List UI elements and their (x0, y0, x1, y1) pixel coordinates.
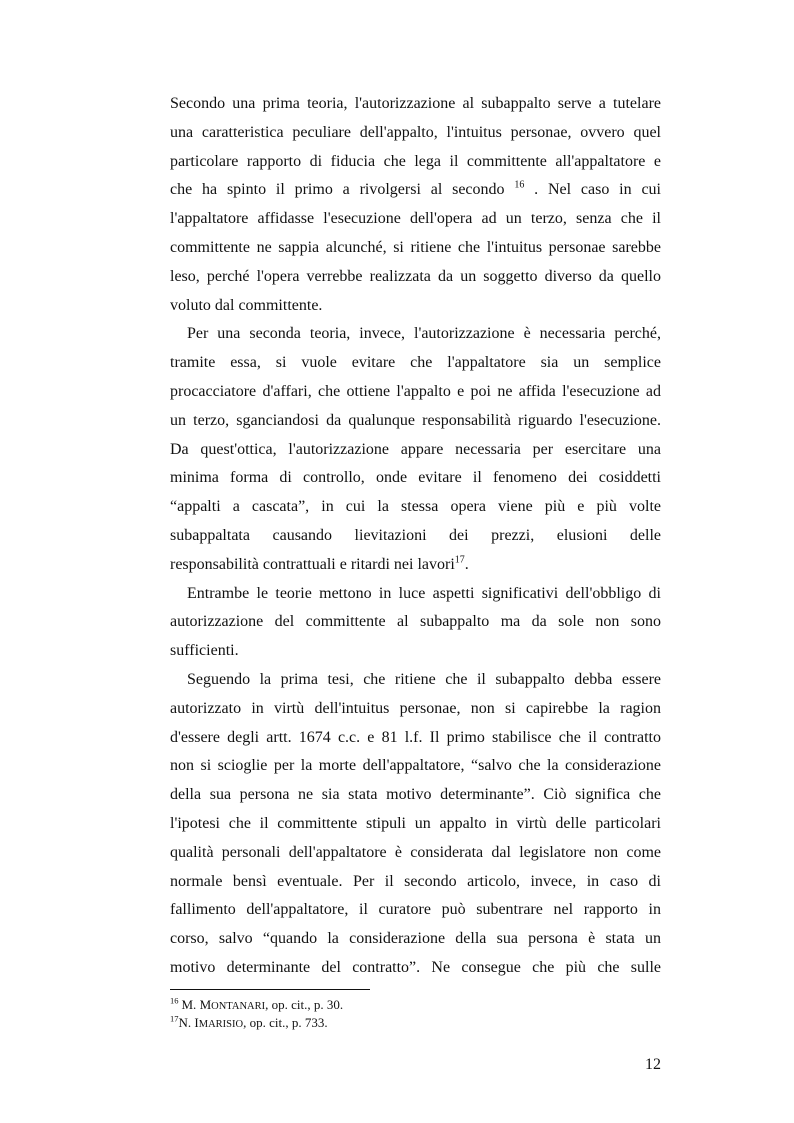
body-line: “appalti a cascata”, in cui la stessa opera viene più e più volte (170, 498, 661, 516)
body-line: minima forma di controllo, onde evitare il fenomeno dei cosiddetti (170, 469, 661, 487)
paragraph-2 (170, 320, 661, 579)
paragraph-1 (170, 90, 661, 320)
footnote (170, 997, 661, 1015)
paragraph-4 (170, 666, 661, 983)
line-text: . Nel caso in cui (524, 181, 661, 199)
body-line: autorizzato in virtù dell'intuitus personae, non si capirebbe la ragion (170, 699, 661, 717)
line-text: responsabilità contrattuali e ritardi nei lavori (170, 555, 455, 573)
body-line: qualità personali dell'appaltatore è considerata dal legislatore non come (170, 843, 661, 861)
body-line: Seguendo la prima tesi, che ritiene che il subappalto debba essere (187, 670, 661, 688)
body-line: motivo determinante del contratto”. Ne consegue che più che sulle (170, 958, 661, 976)
footnote-author-initial: N. (178, 1014, 192, 1030)
body-line: voluto dal committente. (170, 296, 323, 314)
footnote-separator (170, 989, 370, 990)
footnote-author-surname: MONTANARI (199, 997, 266, 1012)
footnote-author-initial: M. (181, 997, 197, 1012)
footnote-reference: 17 (454, 554, 465, 566)
footnote-author-surname: IMARISIO (194, 1014, 244, 1030)
footnote-citation: , op. cit., p. 30. (265, 997, 344, 1012)
body-line: una caratteristica peculiare dell'appalto, l'intuitus personae, ovvero quel (170, 123, 661, 141)
footnote (170, 1015, 661, 1033)
body-line (170, 176, 661, 205)
footnote-number: 16 (170, 995, 179, 1006)
body-line: particolare rapporto di fiducia che lega il committente all'appaltatore e (170, 152, 661, 170)
body-line: sufficienti. (170, 642, 239, 660)
body-line: leso, perché l'opera verrebbe realizzata da un soggetto diverso da quello (170, 267, 661, 285)
body-line: corso, salvo “quando la considerazione della sua persona è stata un (170, 930, 661, 948)
body-line: l'appaltatore affidasse l'esecuzione dell'opera ad un terzo, senza che il (170, 210, 661, 228)
footnote-number: 17 (170, 1013, 179, 1024)
body-line: un terzo, sganciandosi da qualunque responsabilità riguardo l'esecuzione. (170, 411, 661, 429)
body-line: committente ne sappia alcunché, si ritiene che l'intuitus personae sarebbe (170, 238, 661, 256)
body-line: l'ipotesi che il committente stipuli un appalto in virtù delle particolari (170, 814, 661, 832)
body-line: fallimento dell'appaltatore, il curatore può subentrare nel rapporto in (170, 901, 661, 919)
body-line: tramite essa, si vuole evitare che l'appaltatore sia un semplice (170, 354, 661, 372)
body-line: subappaltata causando lievitazioni dei prezzi, elusioni delle (170, 526, 661, 544)
line-text: . (464, 555, 469, 573)
page-number: 12 (645, 1056, 661, 1073)
body-line: Per una seconda teoria, invece, l'autorizzazione è necessaria perché, (187, 325, 661, 343)
body-line: autorizzazione del committente al subappalto ma da sole non sono (170, 613, 661, 631)
line-text: che ha spinto il primo a rivolgersi al secondo (170, 181, 515, 199)
body-line: Da quest'ottica, l'autorizzazione appare necessaria per esercitare una (170, 440, 661, 458)
body-line: Secondo una prima teoria, l'autorizzazione al subappalto serve a tutelare (170, 95, 661, 112)
body-line: d'essere degli artt. 1674 c.c. e 81 l.f. Il primo stabilisce che il contratto (170, 728, 661, 746)
body-line: normale bensì eventuale. Per il secondo articolo, invece, in caso di (170, 872, 661, 890)
body-line (170, 551, 661, 580)
body-line: Entrambe le teorie mettono in luce aspetti significativi dell'obbligo di (187, 584, 661, 602)
body-text (170, 90, 661, 983)
body-line: procacciatore d'affari, che ottiene l'appalto e poi ne affida l'esecuzione ad (170, 382, 661, 400)
footnote-citation: , op. cit., p. 733. (243, 1014, 328, 1030)
paragraph-3 (170, 580, 661, 666)
footnote-reference: 16 (514, 180, 525, 192)
body-line: non si scioglie per la morte dell'appaltatore, “salvo che la considerazione (170, 757, 661, 775)
body-line: della sua persona ne sia stata motivo determinante”. Ciò significa che (170, 786, 661, 804)
footnotes (170, 997, 661, 1032)
